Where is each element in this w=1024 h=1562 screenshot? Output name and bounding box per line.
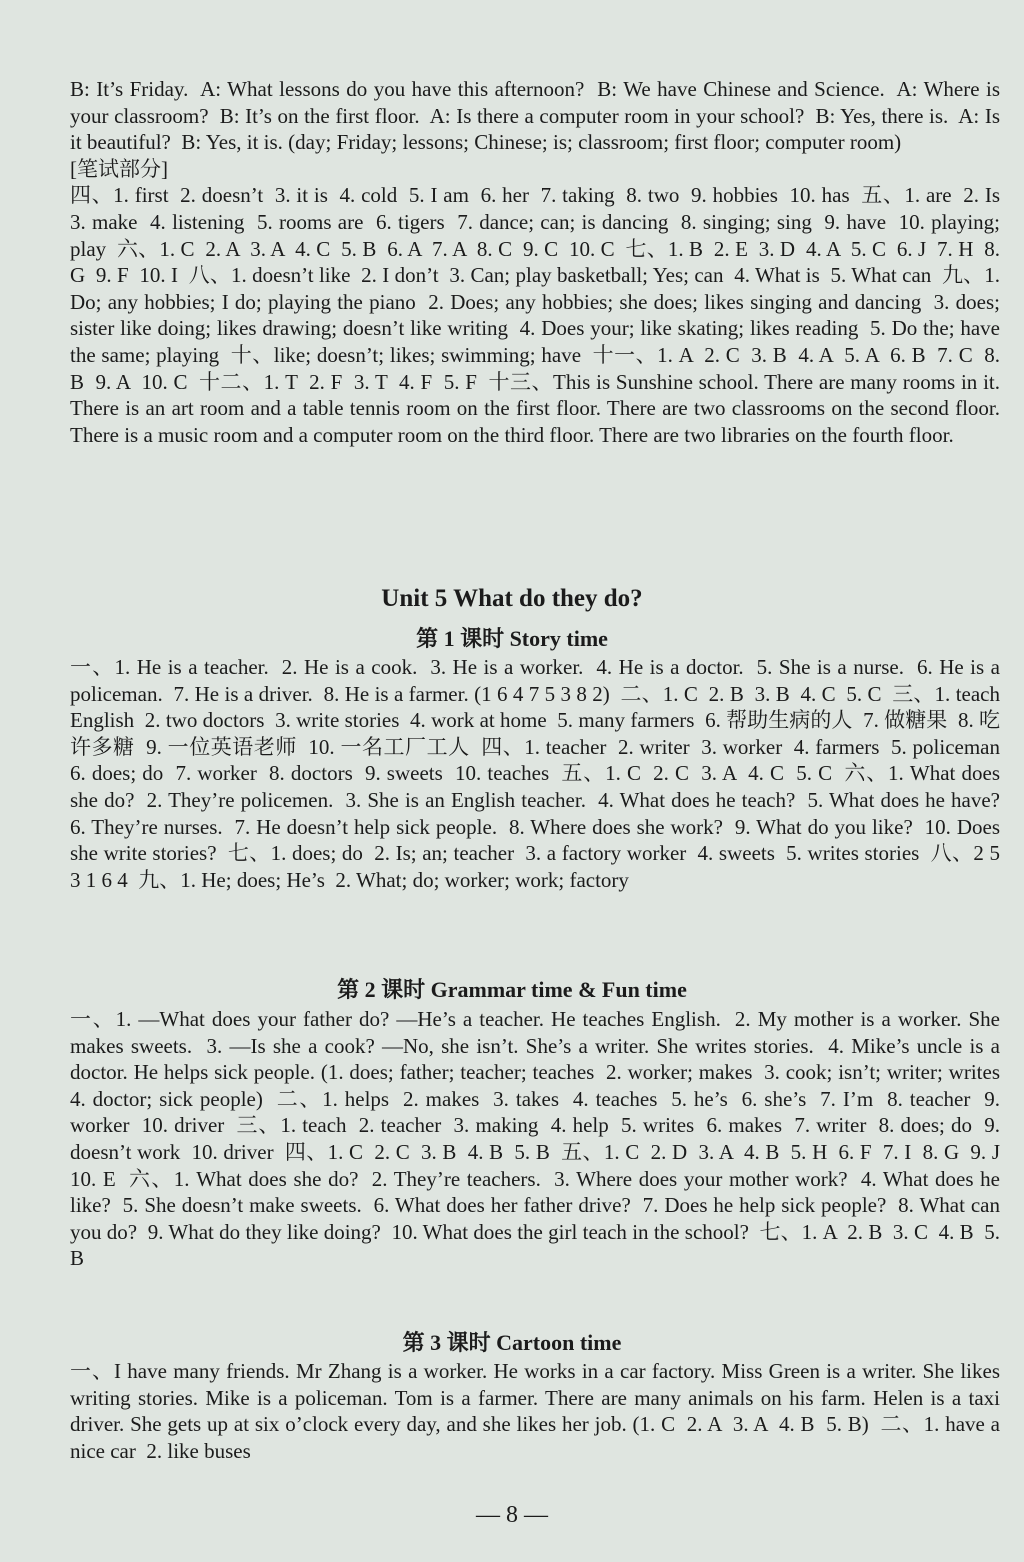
lesson2-answers: 一、1. —What does your father do? —He’s a teacher. He teaches English. 2. My mother is a worker. She makes sweets. 3. —Is she a cook? —No, she isn’t. She’s a writer. She writes stories. 4. Mike’s uncle is a doctor. He helps sick people. (1. does; father; teacher; teaches 2. worker; makes 3. cook; isn’t; writer; writes 4. doctor; sick people) 二、1. helps 2. makes 3. takes 4. teaches 5. he’s 6. she’s 7. I’m 8. teacher 9. worker 10. driver 三、1. teach 2. teacher 3. making 4. help 5. writes 6. makes 7. writer 8. does; do 9. doesn’t work 10. driver 四、1. C 2. C 3. B 4. B 5. B 五、1. C 2. D 3. A 4. B 5. H 6. F 7. I 8. G 9. J 10. E 六、1. What does she do? 2. They’re teachers. 3. Where does your mother work? 4. What does he like? 5. She doesn’t make sweets. 6. What does her father drive? 7. Does he help sick people? 8. What can you do? 9. What do they like doing? 10. What does the girl teach in the school? 七、1. A 2. B 3. C 4. B 5. B: [70, 1007, 1011, 1271]
lesson3-answers: 一、I have many friends. Mr Zhang is a worker. He works in a car factory. Miss Green is a writer. She likes writing stories. Mike is a policeman. Tom is a farmer. There are many animals on his farm. Helen is a taxi driver. She gets up at six o’clock every day, and she likes her job. (1. C 2. A 3. A 4. B 5. B) 二、1. have a nice car 2. like buses: [70, 1359, 1006, 1463]
lesson3-title: 第 3 课时 Cartoon time: [402, 1330, 622, 1355]
lesson1-title: 第 1 课时 Story time: [416, 626, 608, 651]
unit-title: Unit 5 What do they do?: [381, 585, 643, 612]
unit4-answers-continued: B: It’s Friday. A: What lessons do you have this afternoon? B: We have Chinese and Science. A: Where is your classroom? B: It’s on the first floor. A: Is there a computer room in your school? B: Yes, there is. A: Is it beautiful? B: Yes, it is. (day; Friday; lessons; Chinese; is; classroom; first floor; computer room) [笔试部分] 四、1. first 2. doesn’t 3. it is 4. cold 5. I am 6. her 7. taking 8. two 9. hobbies 10. has 五、1. are 2. Is 3. make 4. listening 5. rooms are 6. tigers 7. dance; can; is dancing 8. singing; sing 9. have 10. playing; play 六、1. C 2. A 3. A 4. C 5. B 6. A 7. A 8. C 9. C 10. C 七、1. B 2. E 3. D 4. A 5. C 6. J 7. H 8. G 9. F 10. I 八、1. doesn’t like 2. I don’t 3. Can; play basketball; Yes; can 4. What is 5. What can 九、1. Do; any hobbies; I do; playing the piano 2. Does; any hobbies; she does; likes singing and dancing 3. does; sister like doing; likes drawing; doesn’t like writing 4. Does your; like skating; likes reading 5. Do the; have the same; playing 十、like; doesn’t; likes; swimming; have 十一、1. A 2. C 3. B 4. A 5. A 6. B 7. C 8. B 9. A 10. C 十二、1. T 2. F 3. T 4. F 5. F 十三、This is Sunshine school. There are many rooms in it. There is an art room and a table tennis room on the first floor. There are two classrooms on the second floor. There is a music room and a computer room on the third floor. There are two libraries on the fourth floor.: [70, 77, 1000, 447]
page-number: — 8 —: [476, 1502, 548, 1528]
lesson1-answers: 一、1. He is a teacher. 2. He is a cook. 3. He is a worker. 4. He is a doctor. 5. She is a nurse. 6. He is a policeman. 7. He is a driver. 8. He is a farmer. (1 6 4 7 5 3 8 2) 二、1. C 2. B 3. B 4. C 5. C 三、1. teach English 2. two doctors 3. write stories 4. work at home 5. many farmers 6. 帮助生病的人 7. 做糖果 8. 吃许多糖 9. 一位英语老师 10. 一名工厂工人 四、1. teacher 2. writer 3. worker 4. farmers 5. policeman 6. does; do 7. worker 8. doctors 9. sweets 10. teaches 五、1. C 2. C 3. A 4. C 5. C 六、1. What does she do? 2. They’re policemen. 3. She is an English teacher. 4. What does he teach? 5. What does he have? 6. They’re nurses. 7. He doesn’t help sick people. 8. Where does she work? 9. What do you like? 10. Does she write stories? 七、1. does; do 2. Is; an; teacher 3. a factory worker 4. sweets 5. writes stories 八、2 5 3 1 6 4 九、1. He; does; He’s 2. What; do; worker; work; factory: [70, 655, 1011, 892]
lesson2-title: 第 2 课时 Grammar time & Fun time: [337, 977, 687, 1002]
